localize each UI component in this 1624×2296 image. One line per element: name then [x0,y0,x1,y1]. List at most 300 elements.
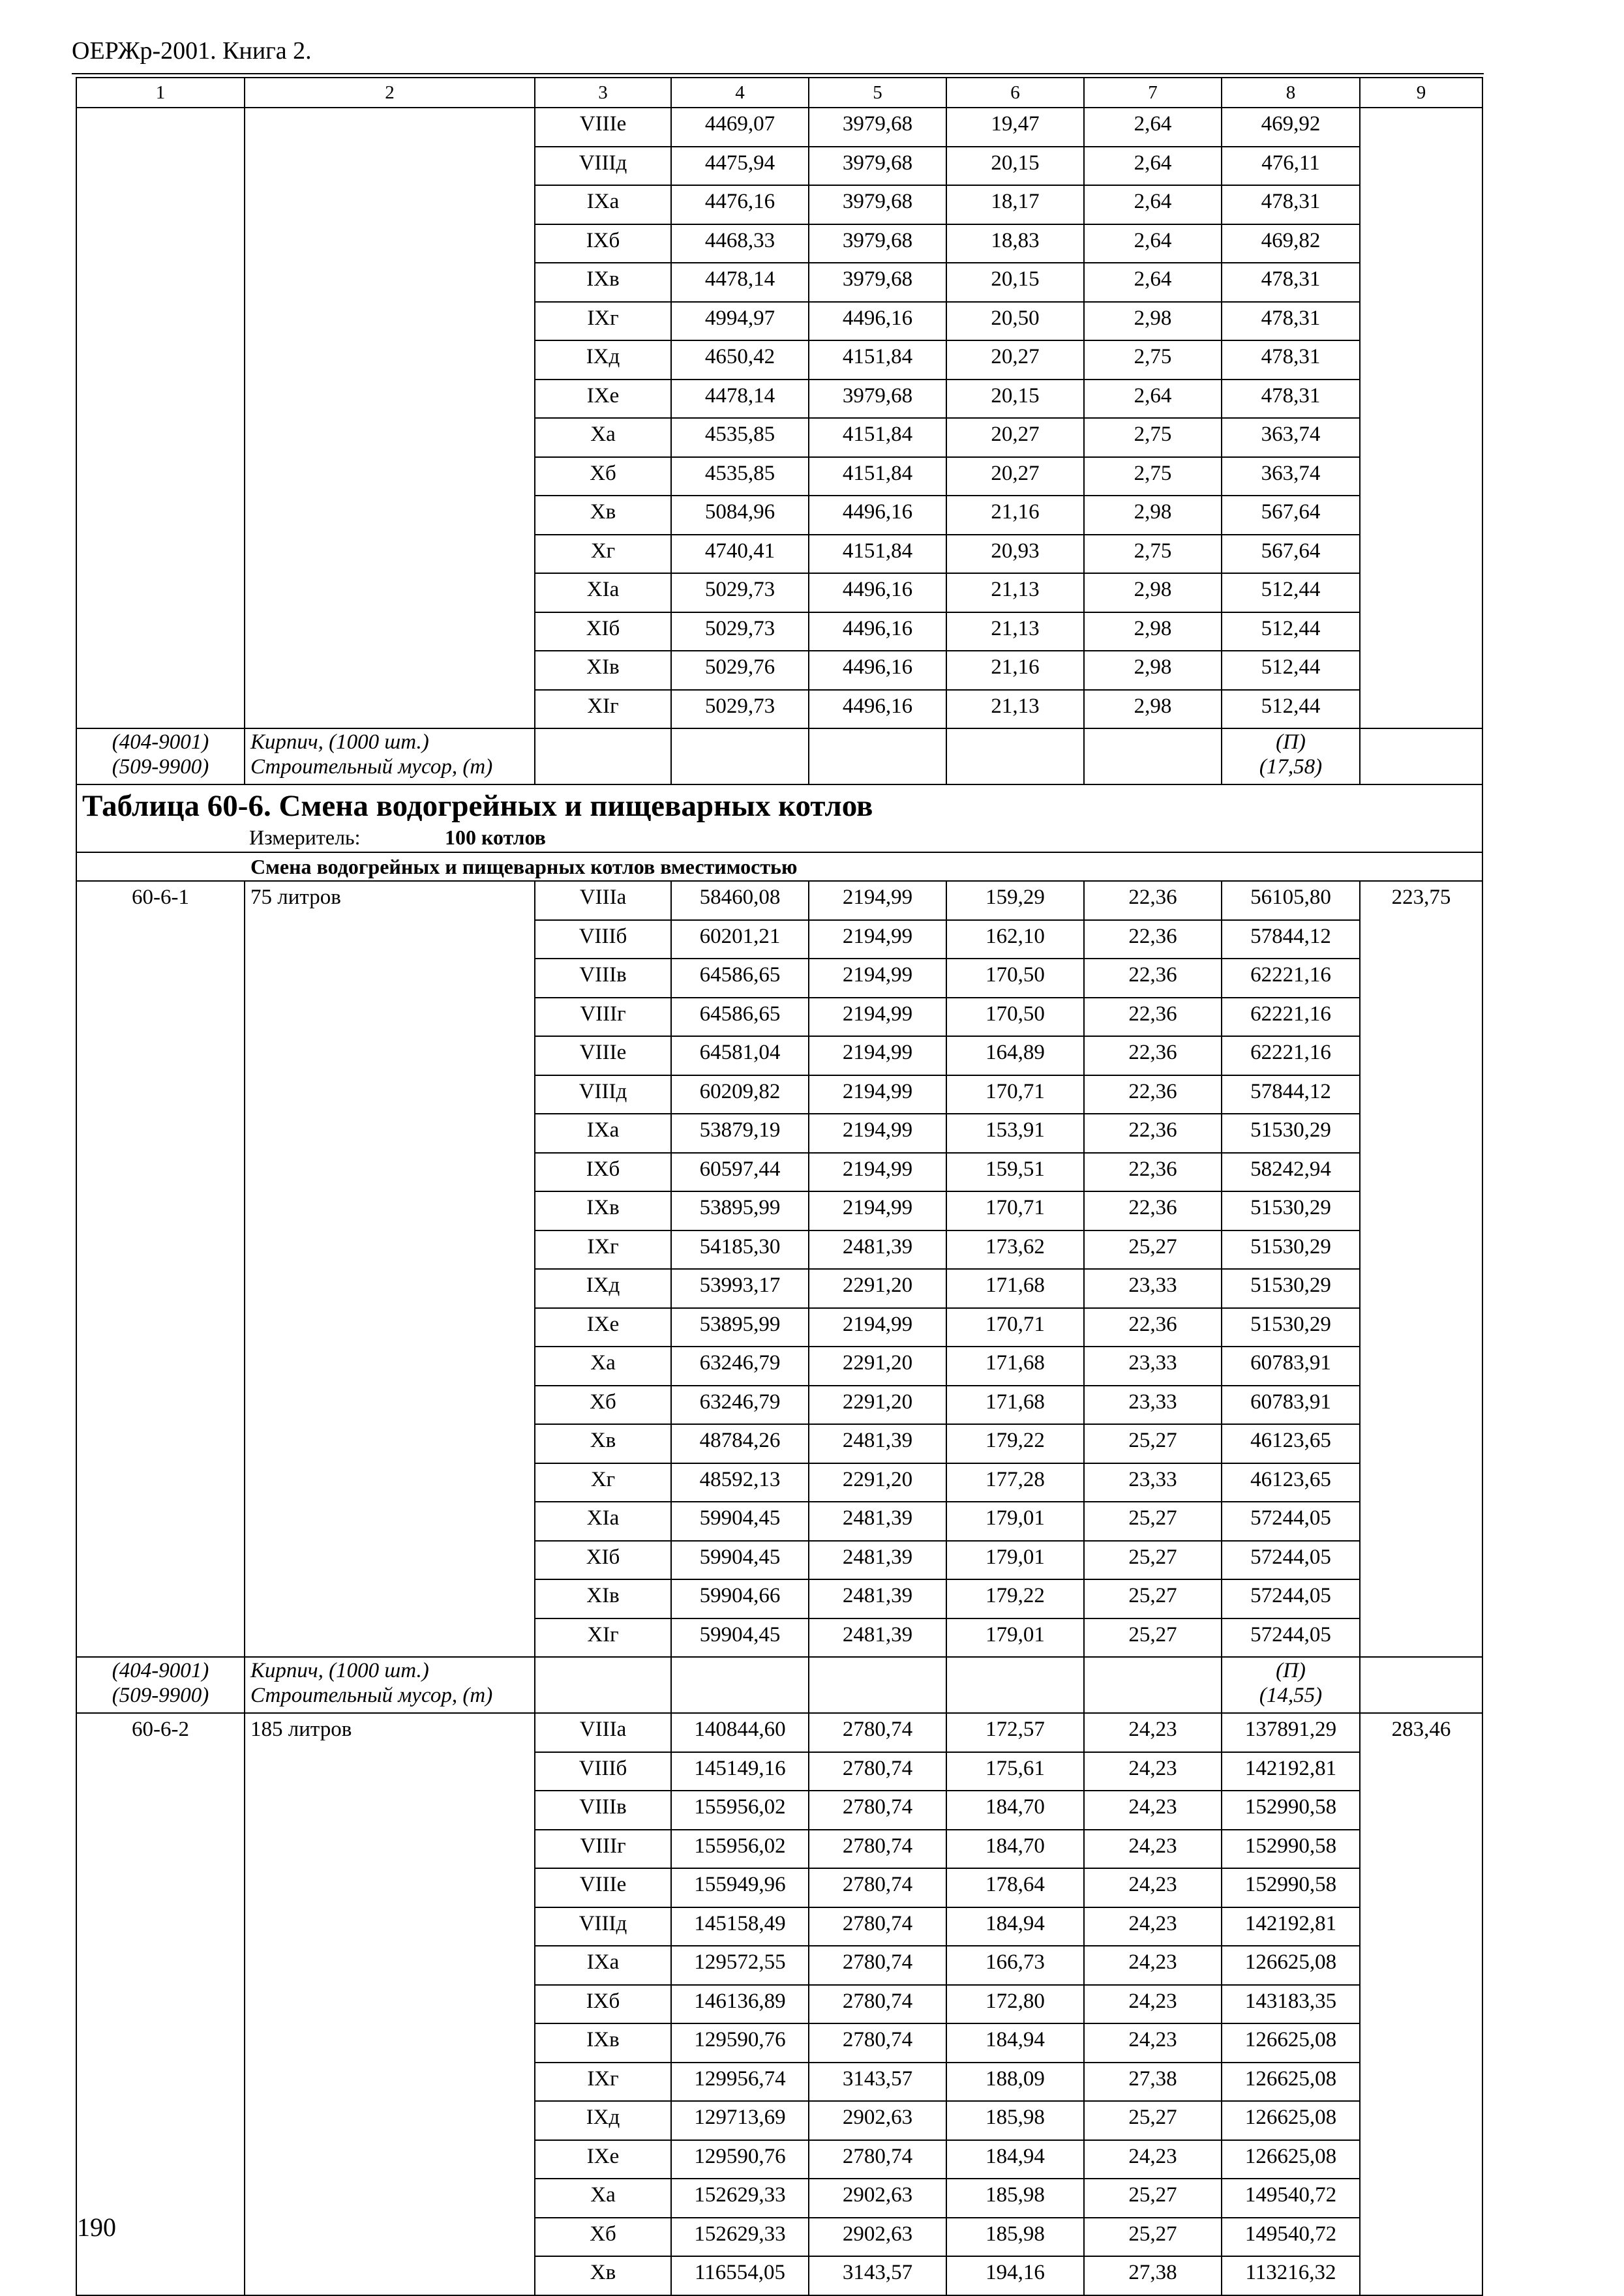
header-rule [72,73,1484,74]
value-cell: 2481,39 [809,1579,946,1618]
region-cell: XIв [535,651,671,690]
value-cell: 60783,91 [1222,1386,1360,1425]
item-name [245,108,535,728]
value-cell: 18,17 [946,185,1084,224]
value-cell: 25,27 [1084,1424,1222,1463]
value-cell: 5029,76 [671,651,809,690]
region-cell: IXд [535,340,671,380]
empty-cell [535,1682,671,1713]
value-cell: 4478,14 [671,380,809,419]
value-cell: 2780,74 [809,1791,946,1830]
value-cell: 19,47 [946,108,1084,147]
value-cell: 24,23 [1084,1752,1222,1791]
value-cell: 2481,39 [809,1618,946,1658]
value-cell: 478,31 [1222,302,1360,341]
value-cell: 143183,35 [1222,1985,1360,2024]
value-cell: 152990,58 [1222,1830,1360,1869]
value-cell: 2780,74 [809,1713,946,1752]
region-cell: XIа [535,573,671,612]
empty-cell [1084,1682,1222,1713]
value-cell: 4476,16 [671,185,809,224]
value-cell: 22,36 [1084,998,1222,1037]
empty-cell [809,728,946,754]
value-cell: 2,75 [1084,535,1222,574]
value-cell: 126625,08 [1222,1946,1360,1985]
value-cell: 20,15 [946,263,1084,302]
region-cell: IXе [535,2140,671,2179]
value-cell: 2194,99 [809,881,946,920]
value-cell: 4740,41 [671,535,809,574]
value-cell: 25,27 [1084,2101,1222,2140]
value-cell: 23,33 [1084,1463,1222,1502]
region-cell: VIIIв [535,1791,671,1830]
value-cell: 129590,76 [671,2023,809,2063]
resource-name: Строительный мусор, (т) [245,754,535,784]
value-cell: 4535,85 [671,418,809,457]
value-cell: 172,57 [946,1713,1084,1752]
value-cell: 20,93 [946,535,1084,574]
unit-row [76,824,1482,852]
value-cell: 53879,19 [671,1114,809,1153]
resource-value: (17,58) [1222,754,1360,784]
value-cell: 184,94 [946,1907,1084,1946]
value-cell: 184,70 [946,1791,1084,1830]
value-cell: 62221,16 [1222,959,1360,998]
value-cell: 3979,68 [809,263,946,302]
region-cell: VIIIа [535,1713,671,1752]
value-cell: 478,31 [1222,185,1360,224]
resource-value: (П) [1222,728,1360,754]
unit-cell [76,824,1482,852]
region-cell: XIа [535,1502,671,1541]
region-cell: IXв [535,1191,671,1230]
rates-table [76,77,1483,2296]
resource-code: (404-9001) [76,1657,245,1682]
region-cell: IXг [535,1230,671,1270]
value-cell: 512,44 [1222,573,1360,612]
value-cell: 53993,17 [671,1269,809,1308]
value-cell: 2,75 [1084,418,1222,457]
value-cell: 2780,74 [809,2023,946,2063]
empty-cell [946,1682,1084,1713]
value-cell: 142192,81 [1222,1752,1360,1791]
value-cell: 116554,05 [671,2256,809,2295]
value-cell: 149540,72 [1222,2179,1360,2218]
value-cell: 58460,08 [671,881,809,920]
value-cell: 22,36 [1084,959,1222,998]
region-cell: IXе [535,1308,671,1347]
region-cell: XIв [535,1579,671,1618]
value-cell: 57844,12 [1222,1075,1360,1114]
value-cell: 177,28 [946,1463,1084,1502]
value-cell: 53895,99 [671,1191,809,1230]
empty-cell [1360,1682,1482,1713]
value-cell: 20,15 [946,380,1084,419]
value-cell: 129713,69 [671,2101,809,2140]
empty-cell [1360,728,1482,754]
table-row [76,108,1482,147]
value-cell: 2291,20 [809,1269,946,1308]
value-cell: 2780,74 [809,1868,946,1907]
page-number: 190 [77,2213,116,2242]
value-cell: 159,29 [946,881,1084,920]
value-cell: 27,38 [1084,2063,1222,2102]
value-cell: 2194,99 [809,1308,946,1347]
region-cell: XIг [535,690,671,729]
column-number: 1 [76,78,245,108]
value-cell: 2780,74 [809,1946,946,1985]
value-cell: 4496,16 [809,690,946,729]
value-cell: 24,23 [1084,1791,1222,1830]
region-cell: Xв [535,2256,671,2295]
value-cell: 363,74 [1222,418,1360,457]
value-cell: 2,64 [1084,380,1222,419]
region-cell: IXа [535,1946,671,1985]
item-code: 60-6-1 [76,881,245,1657]
region-cell: VIIIе [535,108,671,147]
value-cell: 4496,16 [809,573,946,612]
region-cell: VIIIа [535,881,671,920]
resource-name: Кирпич, (1000 шт.) [245,728,535,754]
empty-cell [946,1657,1084,1682]
value-cell: 63246,79 [671,1347,809,1386]
column-number: 5 [809,78,946,108]
value-cell: 179,01 [946,1541,1084,1580]
region-cell: Xв [535,496,671,535]
value-cell: 152629,33 [671,2218,809,2257]
value-cell: 4496,16 [809,302,946,341]
region-cell: Xа [535,2179,671,2218]
value-cell: 22,36 [1084,920,1222,959]
value-cell: 3979,68 [809,380,946,419]
empty-cell [535,1657,671,1682]
value-cell: 22,36 [1084,1308,1222,1347]
value-cell: 179,22 [946,1424,1084,1463]
value-cell: 5029,73 [671,612,809,651]
value-cell: 22,36 [1084,1114,1222,1153]
region-cell: Xб [535,2218,671,2257]
item-name: 75 литров [245,881,535,1657]
value-cell: 3979,68 [809,224,946,263]
value-cell: 2,98 [1084,302,1222,341]
value-cell: 5029,73 [671,690,809,729]
region-cell: Xв [535,1424,671,1463]
value-cell: 62221,16 [1222,998,1360,1037]
region-cell: IXб [535,224,671,263]
value-cell: 46123,65 [1222,1424,1360,1463]
value-cell: 57244,05 [1222,1541,1360,1580]
region-cell: Xа [535,1347,671,1386]
value-cell: 2902,63 [809,2218,946,2257]
region-cell: Xг [535,1463,671,1502]
value-cell: 4496,16 [809,496,946,535]
value-cell: 2194,99 [809,920,946,959]
value-cell: 24,23 [1084,1985,1222,2024]
value-cell: 25,27 [1084,1541,1222,1580]
value-cell: 178,64 [946,1868,1084,1907]
value-cell: 57244,05 [1222,1502,1360,1541]
region-cell: VIIIв [535,959,671,998]
value-cell: 171,68 [946,1386,1084,1425]
column-number: 3 [535,78,671,108]
value-cell: 152629,33 [671,2179,809,2218]
price-cell [1360,108,1482,728]
column-number: 6 [946,78,1084,108]
value-cell: 512,44 [1222,651,1360,690]
value-cell: 4496,16 [809,612,946,651]
region-cell: Xб [535,457,671,496]
value-cell: 54185,30 [671,1230,809,1270]
empty-cell [946,728,1084,754]
unit-value: 100 котлов [445,826,546,849]
value-cell: 171,68 [946,1347,1084,1386]
value-cell: 478,31 [1222,380,1360,419]
value-cell: 126625,08 [1222,2140,1360,2179]
region-cell: IXб [535,1153,671,1192]
region-cell: IXа [535,1114,671,1153]
column-number-row [76,78,1482,108]
value-cell: 64586,65 [671,959,809,998]
region-cell: Xб [535,1386,671,1425]
value-cell: 48592,13 [671,1463,809,1502]
value-cell: 512,44 [1222,612,1360,651]
value-cell: 59904,45 [671,1502,809,1541]
value-cell: 3979,68 [809,147,946,186]
value-cell: 179,01 [946,1502,1084,1541]
column-number: 4 [671,78,809,108]
value-cell: 476,11 [1222,147,1360,186]
resource-note-row [76,1682,1482,1713]
value-cell: 2481,39 [809,1230,946,1270]
value-cell: 25,27 [1084,2218,1222,2257]
value-cell: 58242,94 [1222,1153,1360,1192]
value-cell: 57244,05 [1222,1618,1360,1658]
region-cell: VIIIе [535,1868,671,1907]
resource-name: Строительный мусор, (т) [245,1682,535,1713]
value-cell: 22,36 [1084,1075,1222,1114]
empty-cell [809,754,946,784]
value-cell: 2780,74 [809,1752,946,1791]
value-cell: 59904,45 [671,1618,809,1658]
value-cell: 2481,39 [809,1502,946,1541]
empty-cell [1360,1657,1482,1682]
value-cell: 2780,74 [809,2140,946,2179]
value-cell: 2,98 [1084,651,1222,690]
value-cell: 51530,29 [1222,1269,1360,1308]
value-cell: 129590,76 [671,2140,809,2179]
value-cell: 166,73 [946,1946,1084,1985]
value-cell: 149540,72 [1222,2218,1360,2257]
value-cell: 21,13 [946,612,1084,651]
value-cell: 46123,65 [1222,1463,1360,1502]
value-cell: 3979,68 [809,108,946,147]
value-cell: 22,36 [1084,1036,1222,1075]
value-cell: 2,64 [1084,185,1222,224]
region-cell: VIIIд [535,1075,671,1114]
value-cell: 184,70 [946,1830,1084,1869]
value-cell: 25,27 [1084,1618,1222,1658]
value-cell: 155949,96 [671,1868,809,1907]
value-cell: 170,50 [946,998,1084,1037]
region-cell: XIб [535,612,671,651]
value-cell: 25,27 [1084,1502,1222,1541]
value-cell: 170,50 [946,959,1084,998]
column-number: 8 [1222,78,1360,108]
region-cell: IXд [535,2101,671,2140]
value-cell: 4475,94 [671,147,809,186]
region-cell: IXг [535,302,671,341]
value-cell: 170,71 [946,1308,1084,1347]
value-cell: 21,13 [946,573,1084,612]
value-cell: 21,16 [946,496,1084,535]
value-cell: 23,33 [1084,1269,1222,1308]
region-cell: IXа [535,185,671,224]
value-cell: 20,27 [946,418,1084,457]
region-cell: XIг [535,1618,671,1658]
value-cell: 2,98 [1084,612,1222,651]
resource-value: (14,55) [1222,1682,1360,1713]
value-cell: 179,01 [946,1618,1084,1658]
value-cell: 22,36 [1084,881,1222,920]
value-cell: 5084,96 [671,496,809,535]
subtitle-row [76,852,1482,881]
value-cell: 129956,74 [671,2063,809,2102]
value-cell: 25,27 [1084,1230,1222,1270]
value-cell: 25,27 [1084,2179,1222,2218]
value-cell: 2,64 [1084,224,1222,263]
value-cell: 164,89 [946,1036,1084,1075]
empty-cell [671,1657,809,1682]
value-cell: 185,98 [946,2101,1084,2140]
region-cell: VIIIе [535,1036,671,1075]
region-cell: XIб [535,1541,671,1580]
resource-code: (509-9900) [76,754,245,784]
value-cell: 4478,14 [671,263,809,302]
value-cell: 48784,26 [671,1424,809,1463]
value-cell: 2291,20 [809,1386,946,1425]
value-cell: 140844,60 [671,1713,809,1752]
value-cell: 185,98 [946,2179,1084,2218]
region-cell: VIIIг [535,1830,671,1869]
empty-cell [1084,754,1222,784]
value-cell: 152990,58 [1222,1791,1360,1830]
value-cell: 22,36 [1084,1191,1222,1230]
item-code: 60-6-2 [76,1713,245,2295]
value-cell: 126625,08 [1222,2023,1360,2063]
empty-cell [1084,728,1222,754]
table-row [76,881,1482,920]
value-cell: 152990,58 [1222,1868,1360,1907]
value-cell: 175,61 [946,1752,1084,1791]
value-cell: 194,16 [946,2256,1084,2295]
value-cell: 20,50 [946,302,1084,341]
value-cell: 173,62 [946,1230,1084,1270]
value-cell: 5029,73 [671,573,809,612]
value-cell: 2481,39 [809,1424,946,1463]
value-cell: 21,13 [946,690,1084,729]
value-cell: 2194,99 [809,998,946,1037]
value-cell: 469,82 [1222,224,1360,263]
value-cell: 184,94 [946,2140,1084,2179]
region-cell: IXд [535,1269,671,1308]
value-cell: 478,31 [1222,263,1360,302]
column-number: 9 [1360,78,1482,108]
empty-cell [535,754,671,784]
value-cell: 2,64 [1084,108,1222,147]
value-cell: 25,27 [1084,1579,1222,1618]
value-cell: 567,64 [1222,496,1360,535]
value-cell: 23,33 [1084,1347,1222,1386]
value-cell: 153,91 [946,1114,1084,1153]
empty-cell [671,754,809,784]
region-cell: Xг [535,535,671,574]
value-cell: 2194,99 [809,1036,946,1075]
empty-cell [1360,754,1482,784]
value-cell: 4650,42 [671,340,809,380]
region-cell: VIIIб [535,1752,671,1791]
value-cell: 2291,20 [809,1347,946,1386]
value-cell: 2194,99 [809,1153,946,1192]
region-cell: IXг [535,2063,671,2102]
value-cell: 24,23 [1084,2140,1222,2179]
price-cell: 223,75 [1360,881,1482,1657]
value-cell: 4496,16 [809,651,946,690]
value-cell: 2291,20 [809,1463,946,1502]
value-cell: 60201,21 [671,920,809,959]
value-cell: 2,98 [1084,496,1222,535]
value-cell: 51530,29 [1222,1191,1360,1230]
value-cell: 2,75 [1084,340,1222,380]
value-cell: 2194,99 [809,1114,946,1153]
value-cell: 469,92 [1222,108,1360,147]
value-cell: 2,98 [1084,573,1222,612]
value-cell: 24,23 [1084,1830,1222,1869]
value-cell: 22,36 [1084,1153,1222,1192]
value-cell: 126625,08 [1222,2063,1360,2102]
value-cell: 64586,65 [671,998,809,1037]
value-cell: 170,71 [946,1191,1084,1230]
value-cell: 24,23 [1084,1868,1222,1907]
empty-cell [671,728,809,754]
value-cell: 18,83 [946,224,1084,263]
value-cell: 4151,84 [809,418,946,457]
value-cell: 145158,49 [671,1907,809,1946]
value-cell: 4151,84 [809,457,946,496]
value-cell: 23,33 [1084,1386,1222,1425]
value-cell: 53895,99 [671,1308,809,1347]
value-cell: 2780,74 [809,1985,946,2024]
value-cell: 4151,84 [809,340,946,380]
value-cell: 64581,04 [671,1036,809,1075]
value-cell: 24,23 [1084,1946,1222,1985]
resource-code: (404-9001) [76,728,245,754]
value-cell: 184,94 [946,2023,1084,2063]
value-cell: 4994,97 [671,302,809,341]
price-cell: 283,46 [1360,1713,1482,2295]
value-cell: 179,22 [946,1579,1084,1618]
column-number: 2 [245,78,535,108]
value-cell: 2902,63 [809,2179,946,2218]
value-cell: 2780,74 [809,1907,946,1946]
resource-note-row [76,1657,1482,1682]
value-cell: 2,98 [1084,690,1222,729]
region-cell: VIIIд [535,147,671,186]
value-cell: 3143,57 [809,2063,946,2102]
value-cell: 20,27 [946,340,1084,380]
value-cell: 137891,29 [1222,1713,1360,1752]
value-cell: 145149,16 [671,1752,809,1791]
value-cell: 24,23 [1084,1907,1222,1946]
